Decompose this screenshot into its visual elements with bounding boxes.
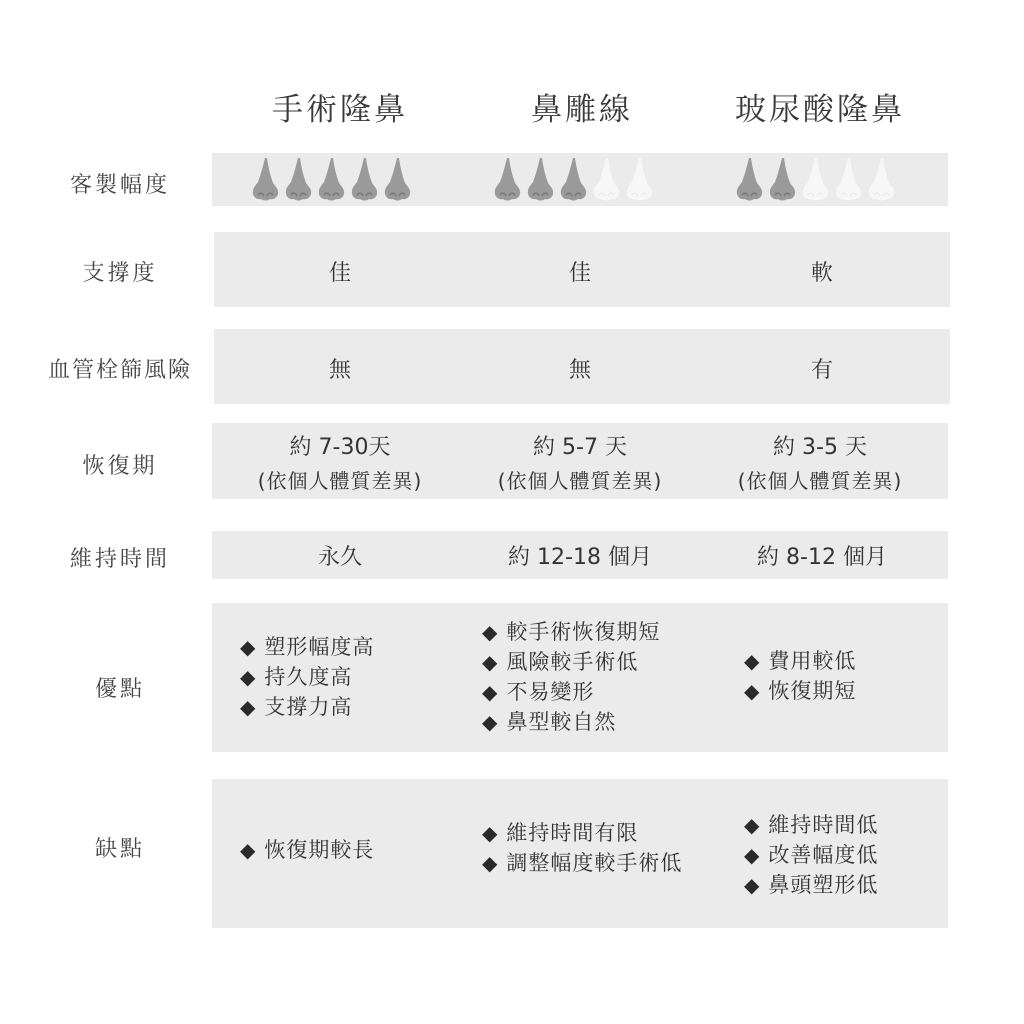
bullet-text: 鼻頭塑形低 [768,873,879,897]
nose-icon-filled [494,156,521,202]
bullet-item [744,810,878,840]
row-label-pros: 優點 [94,677,145,702]
diamond-bullet-icon: ◆ [482,821,499,845]
diamond-bullet-icon: ◆ [240,838,257,862]
duration-surgical: 永久 [317,545,362,570]
bullet-item [240,662,374,692]
nose-icon-filled [252,156,279,202]
bullet-text: 支撐力高 [264,695,353,719]
bullet-text: 維持時間低 [768,813,879,837]
nose-icon-filled [318,156,345,202]
recovery-note: (依個人體質差異) [257,469,423,493]
nose-icon-empty [802,156,829,202]
embolism-thread-lift: 無 [568,358,591,383]
duration-thread-lift: 約 12-18 個月 [508,545,652,570]
diamond-bullet-icon: ◆ [240,695,257,719]
column-header-surgical: 手術隆鼻 [272,92,408,128]
recovery-note: (依個人體質差異) [737,469,903,493]
nose-icon-filled [351,156,378,202]
column-header-hyaluronic: 玻尿酸隆鼻 [735,92,905,128]
bullet-item [482,707,660,737]
row-label-customization: 客製幅度 [69,173,170,198]
bullet-text: 塑形幅度高 [264,635,375,659]
bullet-item [744,676,856,706]
rating-hyaluronic [736,156,901,202]
nose-icon-filled [384,156,411,202]
pros-thread-lift [482,617,660,737]
bullet-text: 不易變形 [506,680,595,704]
bullet-text: 費用較低 [768,649,857,673]
recovery-thread-lift [470,430,690,494]
column-header-thread-lift: 鼻雕線 [531,92,633,128]
nose-icon-filled [769,156,796,202]
bullet-text: 風險較手術低 [506,650,639,674]
cons-hyaluronic [744,810,878,900]
bullet-item [482,677,660,707]
recovery-main: 約 3-5 天 [773,435,867,460]
nose-icon-empty [626,156,653,202]
diamond-bullet-icon: ◆ [482,620,499,644]
pros-surgical [240,632,374,722]
nose-icon-filled [285,156,312,202]
diamond-bullet-icon: ◆ [744,873,761,897]
nose-icon-empty [835,156,862,202]
diamond-bullet-icon: ◆ [240,635,257,659]
cons-surgical [240,835,374,865]
bullet-text: 恢復期短 [768,679,857,703]
bullet-item [482,647,660,677]
bullet-item [482,617,660,647]
pros-hyaluronic [744,646,856,706]
bullet-item [240,692,374,722]
bullet-item [482,818,682,848]
recovery-main: 約 5-7 天 [533,435,627,460]
nose-icon-filled [560,156,587,202]
diamond-bullet-icon: ◆ [482,851,499,875]
embolism-hyaluronic: 有 [810,358,833,383]
row-label-cons: 缺點 [94,837,145,862]
diamond-bullet-icon: ◆ [744,649,761,673]
diamond-bullet-icon: ◆ [482,680,499,704]
bullet-text: 較手術恢復期短 [506,620,661,644]
recovery-note: (依個人體質差異) [497,469,663,493]
support-surgical: 佳 [328,261,351,286]
support-hyaluronic: 軟 [810,261,833,286]
diamond-bullet-icon: ◆ [482,650,499,674]
rating-thread-lift [494,156,659,202]
bullet-item [744,646,856,676]
nose-icon-filled [527,156,554,202]
nose-icon-filled [736,156,763,202]
diamond-bullet-icon: ◆ [482,710,499,734]
diamond-bullet-icon: ◆ [744,813,761,837]
bullet-text: 持久度高 [264,665,353,689]
support-thread-lift: 佳 [568,261,591,286]
recovery-hyaluronic [710,430,930,494]
nose-icon-empty [868,156,895,202]
recovery-main: 約 7-30天 [289,435,391,460]
nose-icon-empty [593,156,620,202]
bullet-item [744,840,878,870]
diamond-bullet-icon: ◆ [240,665,257,689]
duration-hyaluronic: 約 8-12 個月 [757,545,887,570]
bullet-text: 恢復期較長 [264,838,375,862]
row-label-support: 支撐度 [82,261,158,286]
cons-thread-lift [482,818,682,878]
diamond-bullet-icon: ◆ [744,843,761,867]
recovery-surgical [230,430,450,494]
bullet-item [744,870,878,900]
bullet-item [240,835,374,865]
rating-surgical [252,156,417,202]
bullet-item [482,848,682,878]
embolism-surgical: 無 [328,358,351,383]
row-label-duration: 維持時間 [69,547,170,572]
bullet-text: 調整幅度較手術低 [506,851,683,875]
bullet-text: 維持時間有限 [506,821,639,845]
diamond-bullet-icon: ◆ [744,679,761,703]
bullet-item [240,632,374,662]
row-label-recovery: 恢復期 [82,454,158,479]
bullet-text: 改善幅度低 [768,843,879,867]
row-label-embolism: 血管栓篩風險 [47,358,192,383]
bullet-text: 鼻型較自然 [506,710,617,734]
